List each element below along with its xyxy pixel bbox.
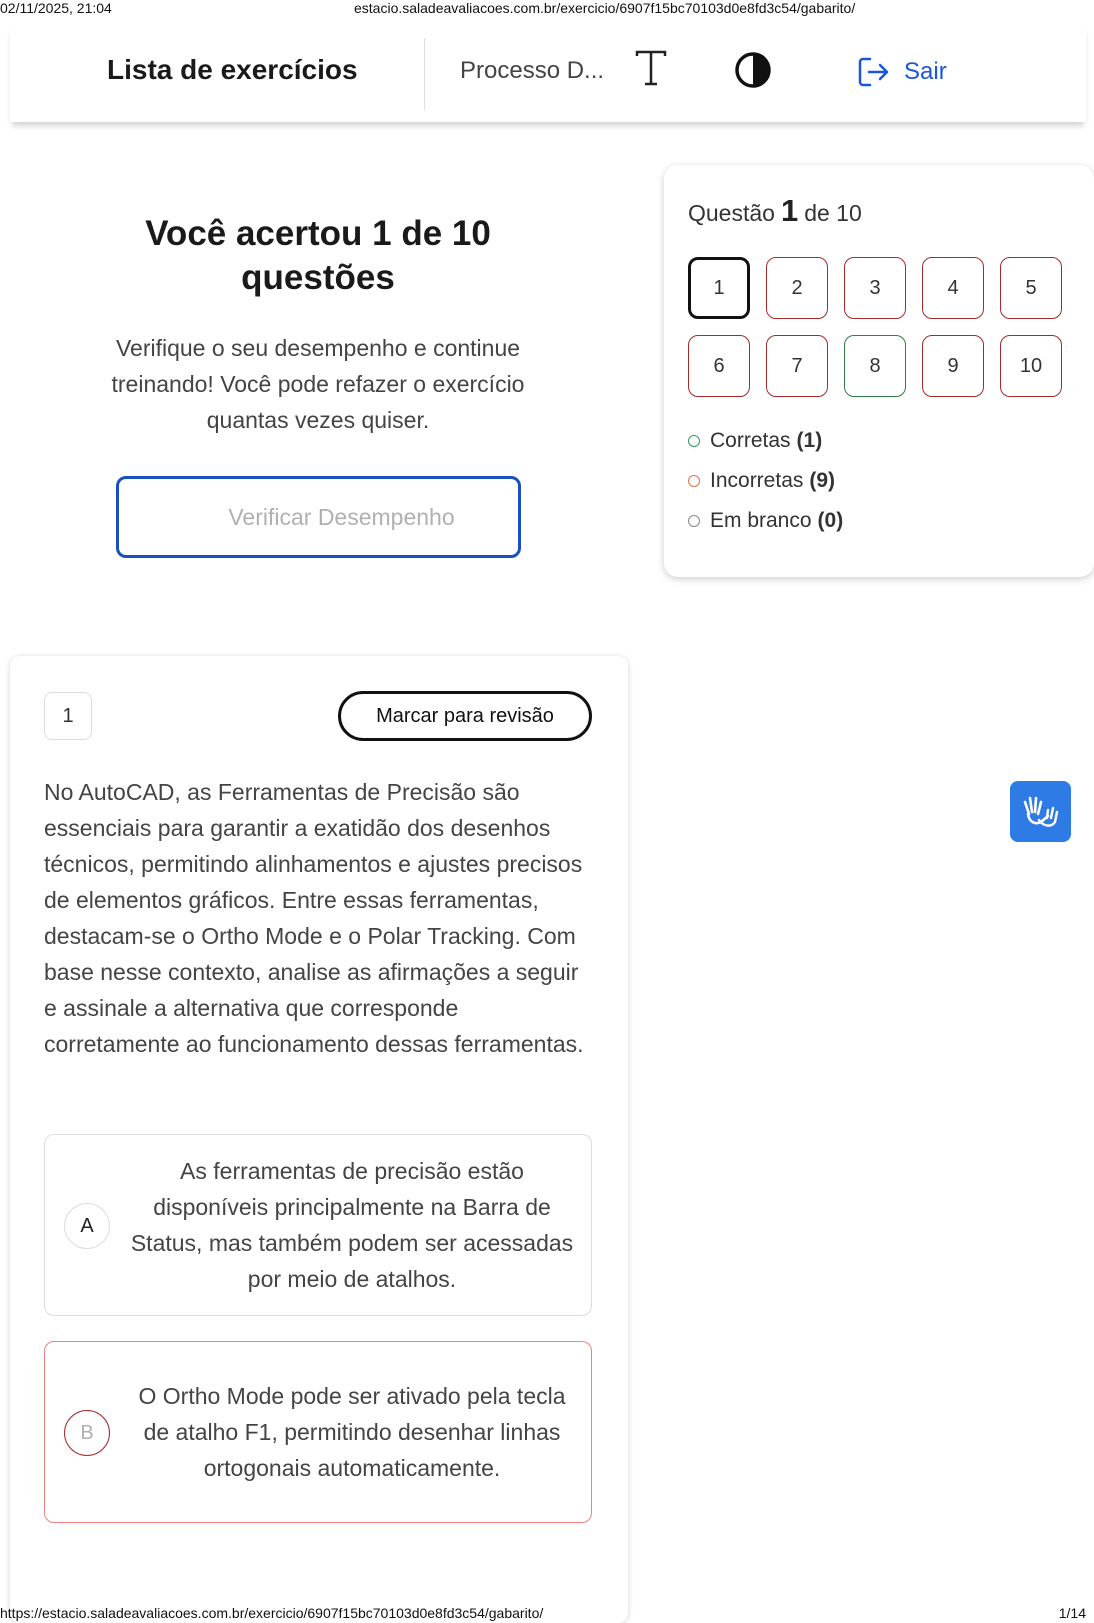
question-nav-button[interactable]: 6: [688, 335, 750, 397]
question-nav-button[interactable]: 10: [1000, 335, 1062, 397]
legend-label: Incorretas: [710, 469, 804, 492]
legend-dot-icon: [688, 435, 700, 447]
question-nav-button[interactable]: 7: [766, 335, 828, 397]
legend-item: [688, 501, 843, 541]
print-header: [0, 0, 1094, 16]
question-nav-button[interactable]: 4: [922, 257, 984, 319]
sign-language-icon: [1021, 792, 1061, 832]
question-number: 1: [44, 692, 92, 740]
option-b[interactable]: [44, 1341, 592, 1523]
legend-dot-icon: [688, 475, 700, 487]
legend-count: (9): [809, 469, 836, 492]
legend-item: [688, 421, 843, 461]
result-text: Verifique o seu desempenho e continue treinando! Você pode refazer o exercício quantas vezes quiser.: [111, 335, 525, 433]
question-nav-button[interactable]: 5: [1000, 257, 1062, 319]
page-title: Lista de exercícios: [107, 54, 358, 85]
contrast-icon[interactable]: [734, 51, 772, 89]
question-nav-button[interactable]: 1: [688, 257, 750, 319]
legend-dot-icon: [688, 515, 700, 527]
legend-count: (1): [796, 429, 823, 452]
navigator-current: 1: [780, 193, 799, 228]
navigator-heading: [688, 193, 862, 229]
logout-label: Sair: [904, 58, 947, 85]
question-grid: [688, 257, 1065, 397]
question-nav-button[interactable]: 2: [766, 257, 828, 319]
question-card: [10, 656, 628, 1623]
print-datetime: 02/11/2025, 21:04: [0, 0, 112, 16]
status-legend: [688, 421, 843, 541]
option-a[interactable]: [44, 1134, 592, 1316]
question-text: No AutoCAD, as Ferramentas de Precisão são essenciais para garantir a exatidão dos desenhos técnicos, permitindo alinhamentos e ajustes precisos de elementos gráficos. Entre essas ferramentas, destacam-se o Ortho Mode e o Polar Tracking. Com base nesse contexto, analise as afirmações a seguir e assinale a alternativa que corresponde corretamente ao funcionamento dessas ferramentas.: [44, 779, 584, 1057]
mark-for-review-button[interactable]: Marcar para revisão: [338, 691, 592, 741]
question-nav-button[interactable]: 9: [922, 335, 984, 397]
sign-language-button[interactable]: [1010, 781, 1071, 842]
question-nav-button[interactable]: 3: [844, 257, 906, 319]
verify-performance-button[interactable]: Verificar Desempenho: [116, 476, 521, 558]
option-letter: B: [64, 1410, 110, 1456]
legend-item: [688, 461, 843, 501]
result-title: Você acertou 1 de 10 questões: [145, 214, 491, 297]
navigator-suffix: de 10: [804, 200, 862, 226]
question-nav-button[interactable]: 8: [844, 335, 906, 397]
option-text: As ferramentas de precisão estão disponíveis principalmente na Barra de Status, mas também podem ser acessadas por meio de atalhos.: [130, 1158, 574, 1292]
navigator-prefix: Questão: [688, 200, 775, 226]
option-text: O Ortho Mode pode ser ativado pela tecla de atalho F1, permitindo desenhar linhas ortogonais automaticamente.: [138, 1383, 566, 1481]
divider: [424, 38, 425, 110]
print-url: estacio.saladeavaliacoes.com.br/exercicio/6907f15bc70103d0e8fd3c54/gabarito/: [354, 0, 856, 16]
option-letter: A: [64, 1203, 110, 1249]
logout-button[interactable]: [856, 52, 947, 92]
legend-label: Corretas: [710, 429, 791, 452]
course-name[interactable]: Processo D...: [460, 57, 605, 84]
legend-label: Em branco: [710, 509, 812, 532]
top-bar: [10, 24, 1086, 122]
question-navigator: [664, 165, 1094, 577]
font-size-icon[interactable]: [634, 50, 668, 88]
print-page-number: 1/14: [1058, 1605, 1086, 1621]
legend-count: (0): [817, 509, 844, 532]
print-footer: [0, 1605, 1094, 1621]
logout-icon: [856, 54, 892, 90]
print-footer-url: https://estacio.saladeavaliacoes.com.br/exercicio/6907f15bc70103d0e8fd3c54/gabarito/: [0, 1605, 544, 1621]
